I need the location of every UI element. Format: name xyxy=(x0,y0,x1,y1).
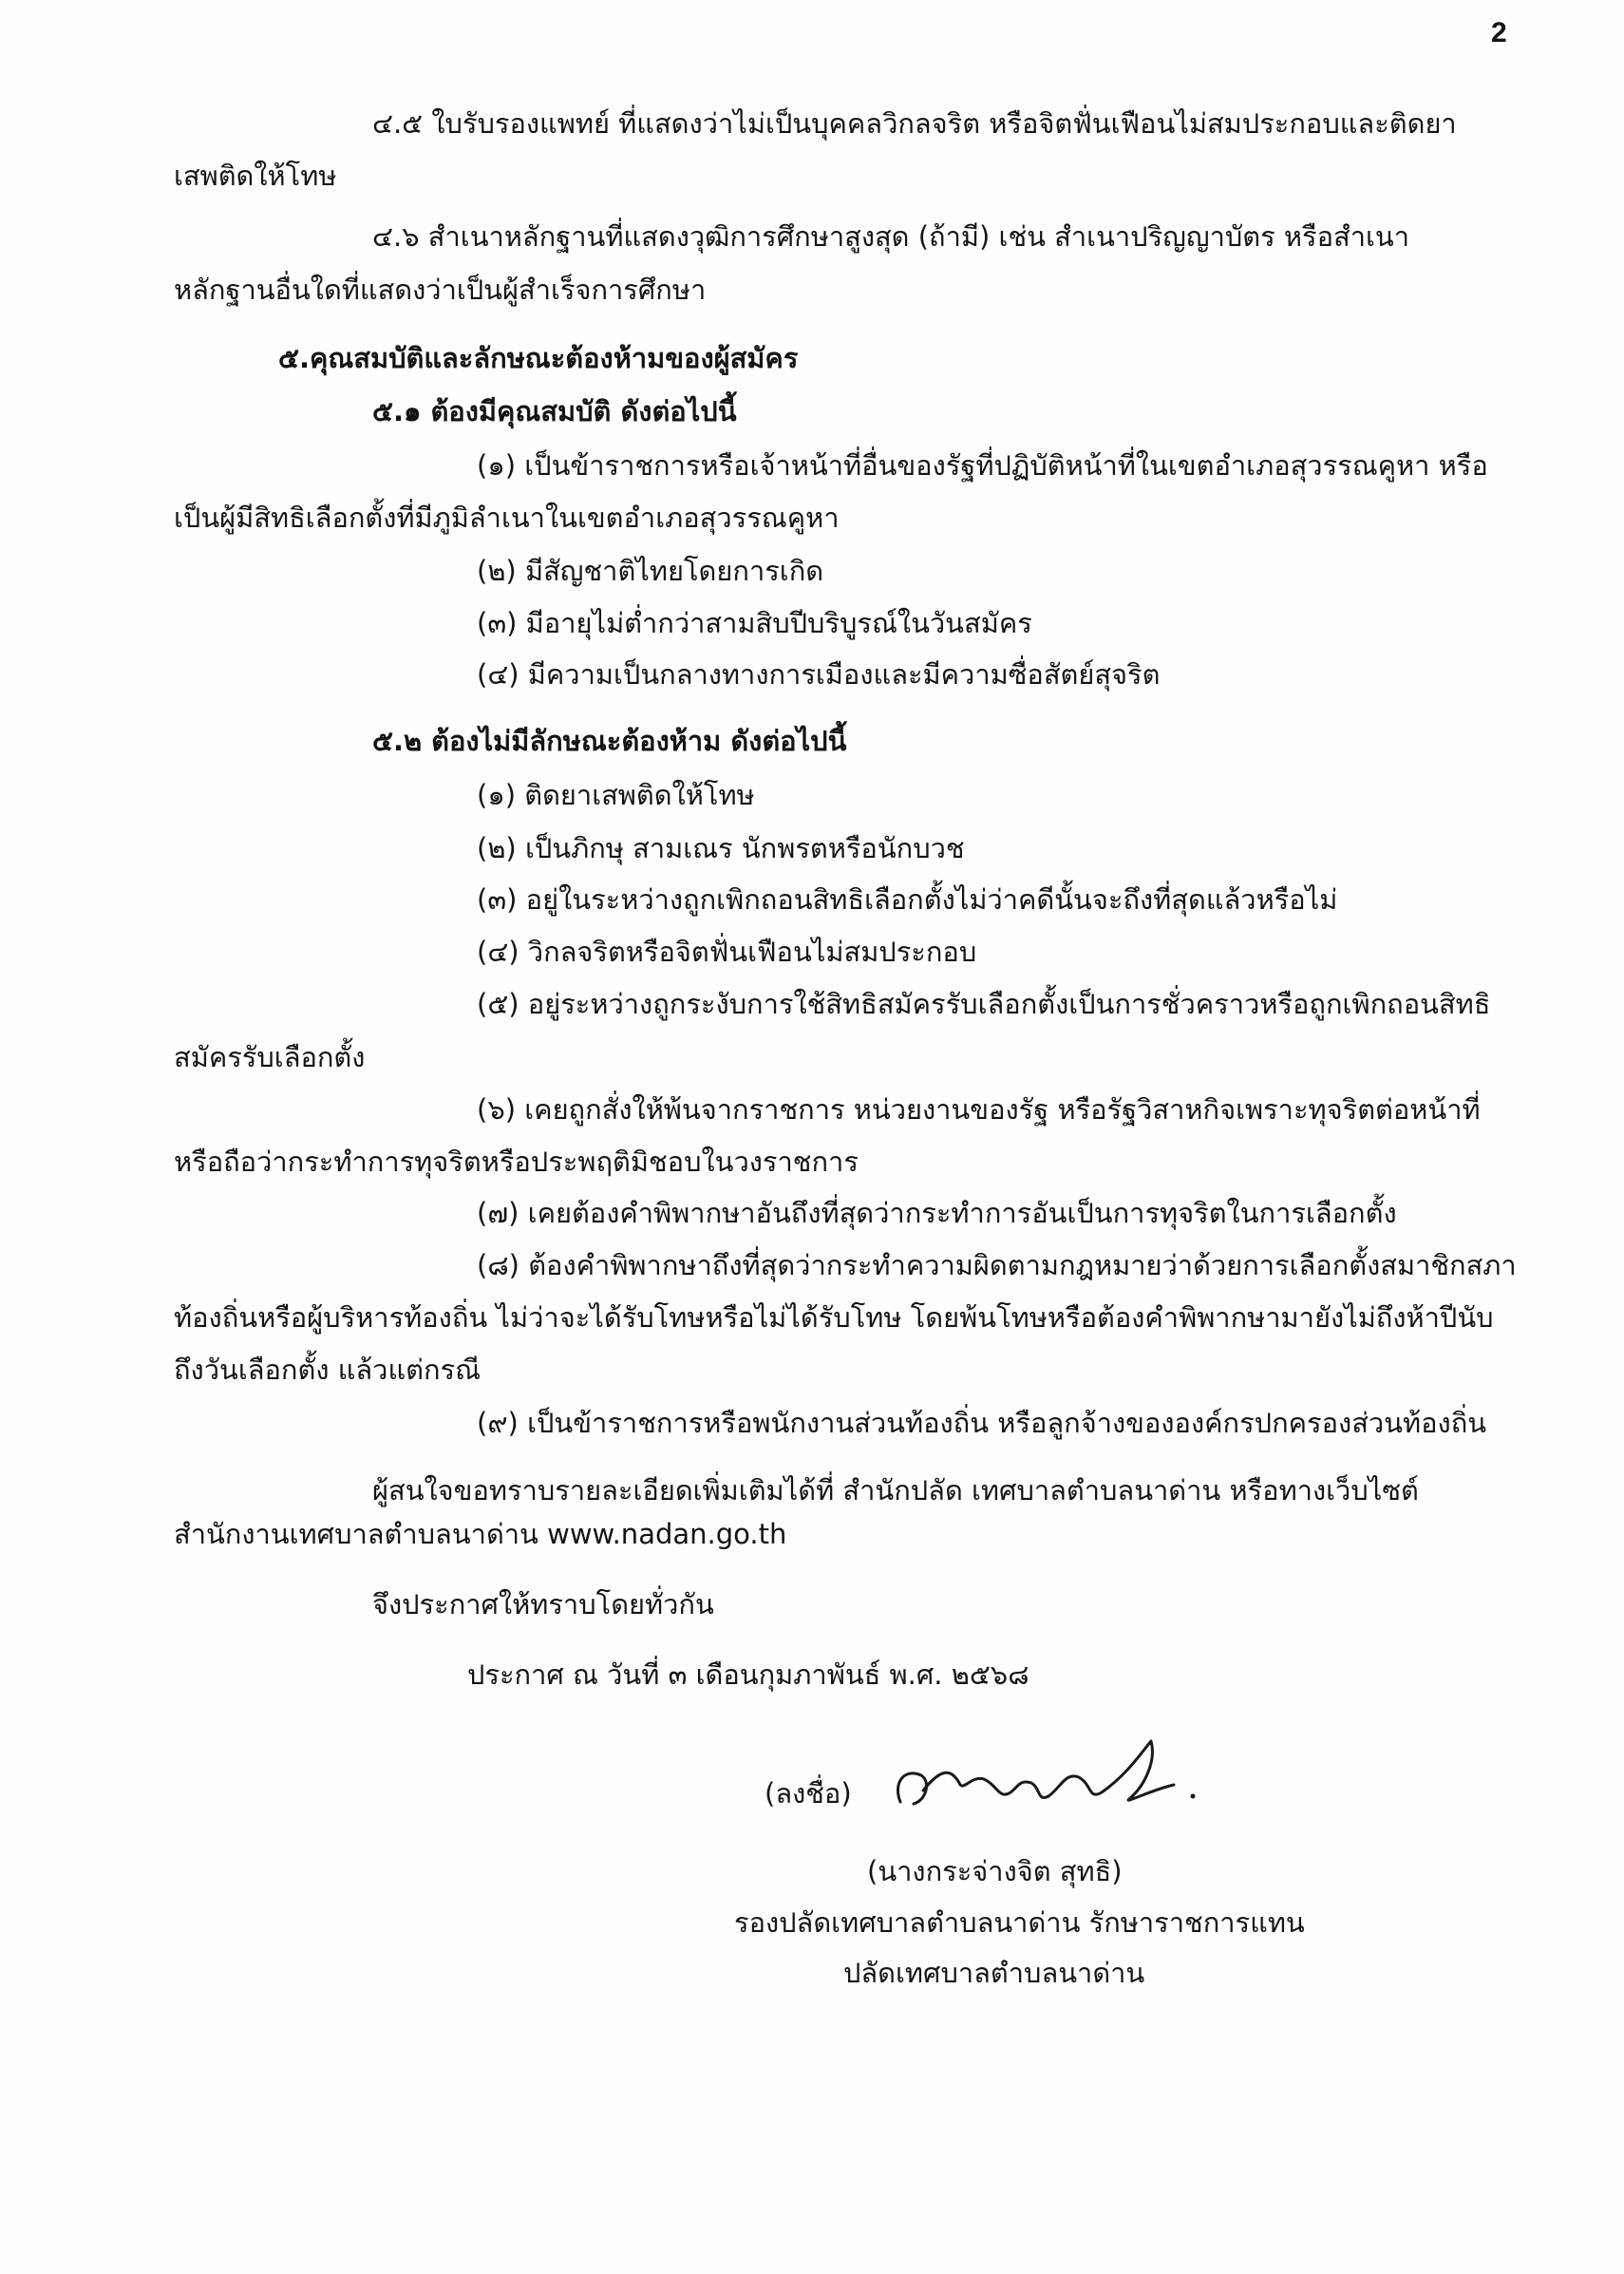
doc-line: จึงประกาศให้ทราบโดยทั่วกัน xyxy=(372,1588,714,1620)
doc-line: สำนักงานเทศบาลตำบลนาด่าน www.nadan.go.th xyxy=(174,1518,787,1550)
signatory-position: ปลัดเทศบาลตำบลนาด่าน xyxy=(843,1957,1145,1989)
doc-line: (๔) มีความเป็นกลางทางการเมืองและมีความซื่อสัตย์สุจริต xyxy=(477,658,1161,691)
doc-line: ๔.๖ สำเนาหลักฐานที่แสดงวุฒิการศึกษาสูงสุด (ถ้ามี) เช่น สำเนาปริญญาบัตร หรือสำเนา xyxy=(372,220,1410,253)
doc-line: (๒) มีสัญชาติไทยโดยการเกิด xyxy=(477,555,824,587)
announcement-date: ประกาศ ณ วันที่ ๓ เดือนกุมภาพันธ์ พ.ศ. ๒๕๖๘ xyxy=(467,1658,1029,1691)
doc-line: (๑) ติดยาเสพติดให้โทษ xyxy=(477,779,755,811)
doc-line: (๑) เป็นข้าราชการหรือเจ้าหน้าที่อื่นของรัฐที่ปฏิบัติหน้าที่ในเขตอำเภอสุวรรณคูหา หรือ xyxy=(477,449,1488,482)
subsection-heading: ๕.๒ ต้องไม่มีลักษณะต้องห้าม ดังต่อไปนี้ xyxy=(372,725,847,757)
doc-line: หลักฐานอื่นใดที่แสดงว่าเป็นผู้สำเร็จการศึกษา xyxy=(174,274,707,306)
doc-line: (๓) มีอายุไม่ต่ำกว่าสามสิบปีบริบูรณ์ในวันสมัคร xyxy=(477,607,1032,639)
handwritten-signature xyxy=(893,1734,1206,1838)
doc-line: สมัครรับเลือกตั้ง xyxy=(174,1041,366,1073)
subsection-heading: ๕.๑ ต้องมีคุณสมบัติ ดังต่อไปนี้ xyxy=(372,395,737,427)
section-heading: ๕.คุณสมบัติและลักษณะต้องห้ามของผู้สมัคร xyxy=(278,342,799,374)
page-number: 2 xyxy=(1491,17,1507,48)
doc-line: (๖) เคยถูกสั่งให้พ้นจากราชการ หน่วยงานของรัฐ หรือรัฐวิสาหกิจเพราะทุจริตต่อหน้าที่ xyxy=(477,1093,1481,1126)
doc-line: เสพติดให้โทษ xyxy=(174,160,337,192)
doc-line: (๓) อยู่ในระหว่างถูกเพิกถอนสิทธิเลือกตั้งไม่ว่าคดีนั้นจะถึงที่สุดแล้วหรือไม่ xyxy=(477,883,1338,916)
doc-line: ๔.๕ ใบรับรองแพทย์ ที่แสดงว่าไม่เป็นบุคคลวิกลจริต หรือจิตฟั่นเฟือนไม่สมประกอบและติดยา xyxy=(372,107,1457,140)
doc-line: หรือถือว่ากระทำการทุจริตหรือประพฤติมิชอบในวงราชการ xyxy=(174,1146,859,1178)
doc-line: (๒) เป็นภิกษุ สามเณร นักพรตหรือนักบวช xyxy=(477,832,965,864)
signatory-name: (นางกระจ่างจิต สุทธิ) xyxy=(867,1855,1123,1887)
doc-line: (๕) อยู่ระหว่างถูกระงับการใช้สิทธิสมัครรับเลือกตั้งเป็นการชั่วคราวหรือถูกเพิกถอนสิทธิ xyxy=(477,988,1491,1020)
signatory-position: รองปลัดเทศบาลตำบลนาด่าน รักษาราชการแทน xyxy=(734,1906,1305,1939)
doc-line: (๘) ต้องคำพิพากษาถึงที่สุดว่ากระทำความผิดตามกฎหมายว่าด้วยการเลือกตั้งสมาชิกสภา xyxy=(477,1249,1517,1281)
doc-line: ผู้สนใจขอทราบรายละเอียดเพิ่มเติมได้ที่ สำนักปลัด เทศบาลตำบลนาด่าน หรือทางเว็บไซต์ xyxy=(372,1474,1419,1507)
doc-line: ท้องถิ่นหรือผู้บริหารท้องถิ่น ไม่ว่าจะได้รับโทษหรือไม่ได้รับโทษ โดยพ้นโทษหรือต้องคำพิพากษามายังไม่ถึงห้าปีนับ xyxy=(174,1301,1494,1334)
doc-line: (๔) วิกลจริตหรือจิตฟั่นเฟือนไม่สมประกอบ xyxy=(477,936,977,968)
doc-line: (๗) เคยต้องคำพิพากษาอันถึงที่สุดว่ากระทำการอันเป็นการทุจริตในการเลือกตั้ง xyxy=(477,1197,1397,1229)
doc-line: เป็นผู้มีสิทธิเลือกตั้งที่มีภูมิลำเนาในเขตอำเภอสุวรรณคูหา xyxy=(174,502,840,534)
doc-line: ถึงวันเลือกตั้ง แล้วแต่กรณี xyxy=(174,1354,482,1386)
signature-label: (ลงชื่อ) xyxy=(765,1777,852,1810)
doc-line: (๙) เป็นข้าราชการหรือพนักงานส่วนท้องถิ่น หรือลูกจ้างขององค์กรปกครองส่วนท้องถิ่น xyxy=(477,1407,1487,1439)
